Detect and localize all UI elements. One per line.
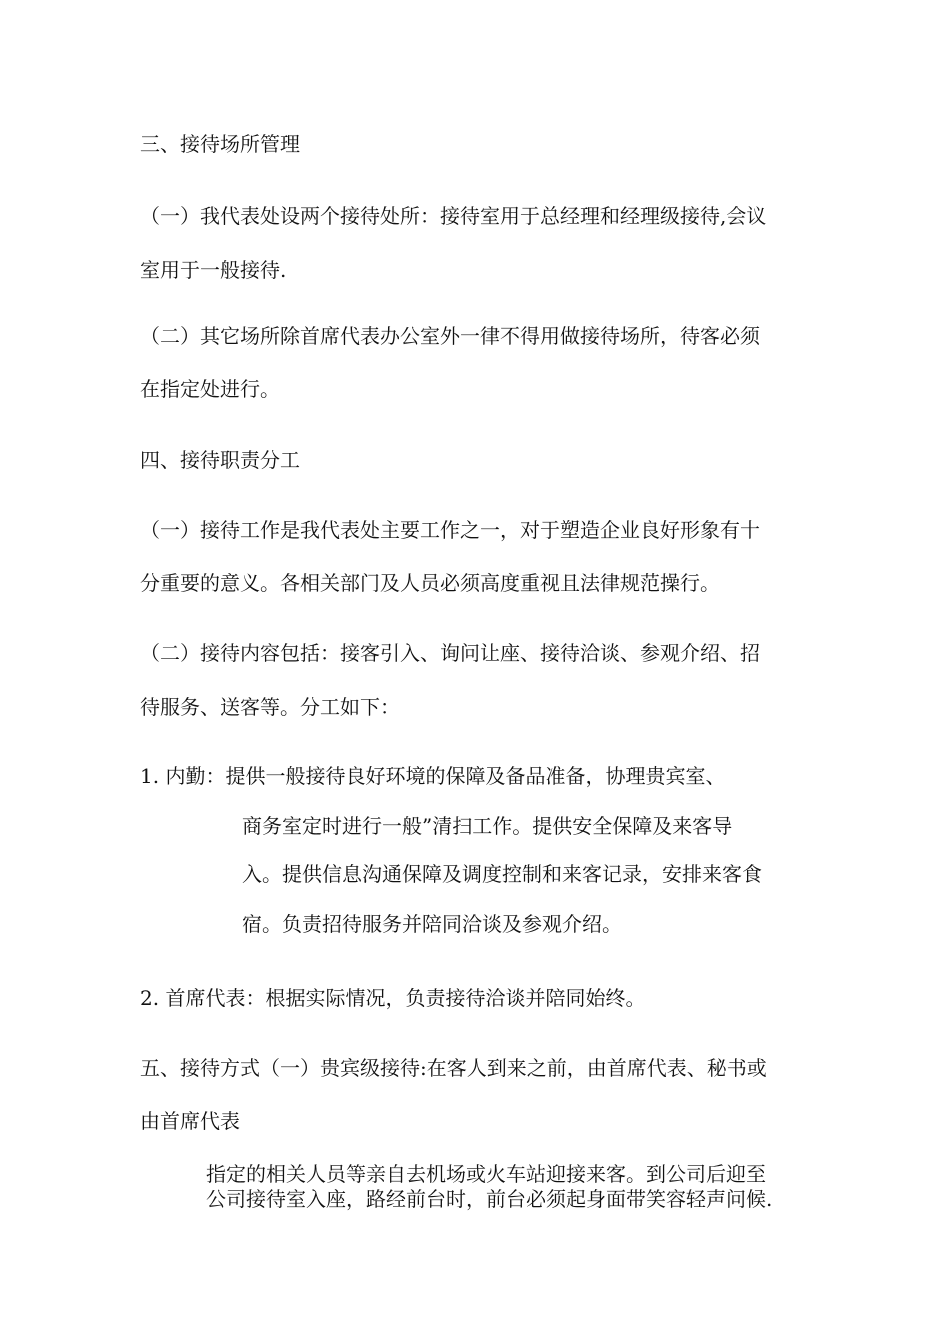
paragraph-line: （一）接待工作是我代表处主要工作之一，对于塑造企业良好形象有十: [140, 518, 760, 542]
section-heading-duties: 四、接待职责分工: [140, 448, 300, 472]
list-item-continuation: 入。提供信息沟通保障及调度控制和来客记录，安排来客食: [242, 862, 762, 886]
paragraph-line: 在指定处进行。: [140, 377, 280, 401]
list-item-continuation: 商务室定时进行一般”清扫工作。提供安全保障及来客导: [242, 814, 733, 838]
paragraph-line: 分重要的意义。各相关部门及人员必须高度重视且法律规范操行。: [140, 571, 720, 595]
paragraph-line: （二）接待内容包括：接客引入、询问让座、接待洽谈、参观介绍、招: [140, 641, 760, 665]
paragraph-line: （二）其它场所除首席代表办公室外一律不得用做接待场所，待客必须: [140, 324, 760, 348]
indented-paragraph-line: 指定的相关人员等亲自去机场或火车站迎接来客。到公司后迎至: [206, 1162, 766, 1186]
paragraph-line: 由首席代表: [140, 1109, 240, 1133]
section-heading-reception-venue: 三、接待场所管理: [140, 132, 300, 156]
paragraph-line: 室用于一般接待.: [140, 258, 287, 282]
paragraph-line: （一）我代表处设两个接待处所：接待室用于总经理和经理级接待,会议: [140, 204, 767, 228]
list-item-chief-representative: 2. 首席代表：根据实际情况，负责接待洽谈并陪同始终。: [140, 986, 646, 1010]
list-item-internal-staff: 1. 内勤：提供一般接待良好环境的保障及备品准备，协理贵宾室、: [140, 764, 726, 788]
list-item-continuation: 宿。负责招待服务并陪同洽谈及参观介绍。: [242, 912, 622, 936]
section-heading-reception-methods: 五、接待方式（一）贵宾级接待:在客人到来之前，由首席代表、秘书或: [140, 1056, 767, 1080]
paragraph-line: 待服务、送客等。分工如下：: [140, 695, 400, 719]
indented-paragraph-line: 公司接待室入座，路经前台时，前台必须起身面带笑容轻声问候.: [206, 1187, 773, 1211]
